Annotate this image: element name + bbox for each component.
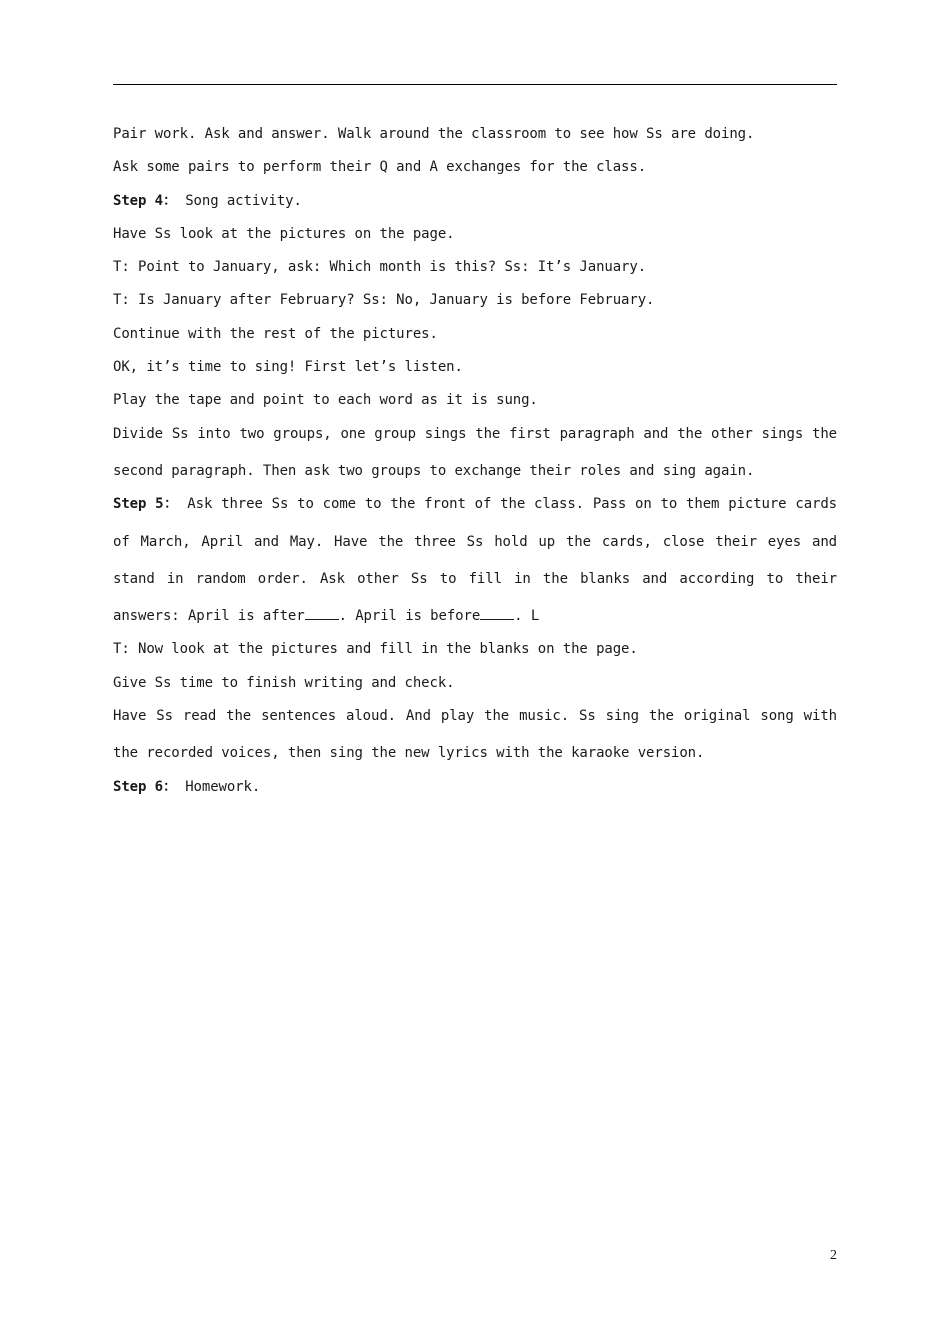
paragraph-perform-exchanges: Ask some pairs to perform their Q and A exchanges for the class. — [113, 159, 647, 176]
document-body — [113, 124, 837, 810]
paragraph-point-january: T: Point to January, ask: Which month is this? Ss: It’s January. — [113, 259, 647, 276]
step-6-label: Step 6： — [113, 778, 177, 795]
step-4-text: Song activity. — [176, 192, 302, 209]
step-6-heading — [113, 777, 837, 798]
paragraph-look-pictures: Have Ss look at the pictures on the page. — [113, 225, 455, 242]
step-5-text: Ask three Ss to come to the front of the class. Pass on to them picture cards of March, April and May. Have the three Ss hold up the cards, close their eyes and stand in random order. Ask other Ss to fill in the blanks and according to their answers: April is after — [113, 496, 838, 625]
paragraph-play-tape: Play the tape and point to each word as it is sung. — [113, 392, 538, 409]
step-5-paragraph — [113, 486, 837, 635]
paragraph-fill-blanks: T: Now look at the pictures and fill in the blanks on the page. — [113, 641, 638, 658]
step-4-label: Step 4： — [113, 192, 177, 209]
paragraph-finish-writing: Give Ss time to finish writing and check. — [113, 674, 455, 691]
step-5-mid: . April is before — [338, 608, 481, 625]
page-number: 2 — [830, 1248, 837, 1263]
step-5-label: Step 5： — [113, 496, 179, 513]
fill-blank-after — [305, 607, 339, 620]
paragraph-january-february: T: Is January after February? Ss: No, January is before February. — [113, 292, 655, 309]
paragraph-pair-work: Pair work. Ask and answer. Walk around the classroom to see how Ss are doing. — [113, 126, 755, 142]
step-5-end: . L — [514, 608, 540, 625]
paragraph-continue: Continue with the rest of the pictures. — [113, 325, 438, 342]
step-6-text: Homework. — [176, 778, 261, 795]
fill-blank-before — [480, 607, 514, 620]
paragraph-read-aloud: Have Ss read the sentences aloud. And play the music. Ss sing the original song with the recorded voices, then sing the new lyrics with the karaoke version. — [113, 708, 837, 762]
header-rule — [113, 84, 837, 85]
paragraph-divide-groups: Divide Ss into two groups, one group sings the first paragraph and the other sings the second paragraph. Then ask two groups to exchange their roles and sing again. — [113, 425, 837, 479]
step-4-heading — [113, 191, 837, 212]
paragraph-time-to-sing: OK, it’s time to sing! First let’s listen. — [113, 359, 463, 376]
